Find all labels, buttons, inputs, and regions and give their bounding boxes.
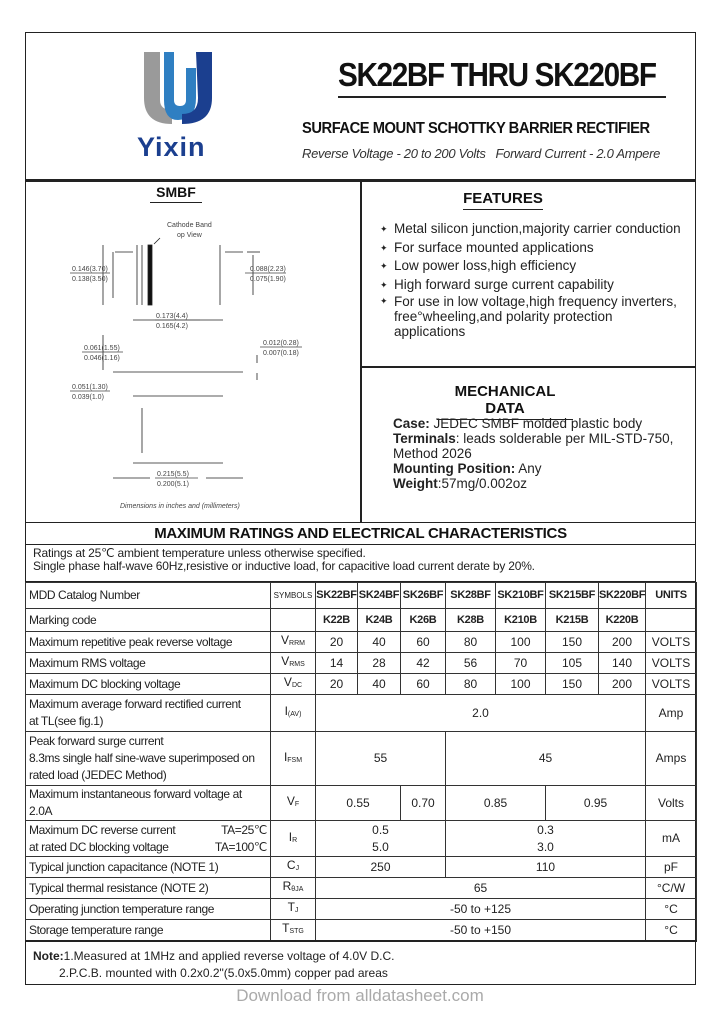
value-cell: SK22BF bbox=[316, 583, 358, 609]
symbol-cell: $I_R$ bbox=[271, 821, 316, 857]
page-title: SK22BF THRU SK220BF bbox=[338, 56, 656, 93]
subtitle: SURFACE MOUNT SCHOTTKY BARRIER RECTIFIER bbox=[302, 120, 650, 137]
value-cell: 20 bbox=[316, 674, 358, 695]
table-row bbox=[26, 821, 697, 857]
value-cell: 55 bbox=[316, 732, 446, 786]
symbol-cell bbox=[271, 609, 316, 632]
symbol-cell: $I_{FSM}$ bbox=[271, 732, 316, 786]
param-label: Maximum DC blocking voltage bbox=[26, 674, 271, 695]
value-cell: SK26BF bbox=[401, 583, 446, 609]
param-label: Maximum RMS voltage bbox=[26, 653, 271, 674]
dim-label: 0.007(0.18) bbox=[263, 350, 299, 357]
feature-item: ✦ For use in low voltage,high frequency inverters, free°wheeling,and polarity protection applications bbox=[380, 294, 680, 339]
dim-label: 0.061(1.55) bbox=[84, 345, 120, 352]
param-label: Marking code bbox=[26, 609, 271, 632]
dim-label: 0.075(1.90) bbox=[250, 276, 286, 283]
table-row bbox=[26, 695, 697, 732]
param-label: Operating junction temperature range bbox=[26, 899, 271, 920]
unit-cell: Amps bbox=[646, 732, 697, 786]
table-row bbox=[26, 653, 697, 674]
value-cell: 100 bbox=[496, 674, 546, 695]
value-cell: 80 bbox=[446, 632, 496, 653]
table-row bbox=[26, 674, 697, 695]
value-cell: 140 bbox=[599, 653, 646, 674]
symbol-cell: $V_{DC}$ bbox=[271, 674, 316, 695]
value-cell: 105 bbox=[546, 653, 599, 674]
value-cell: 42 bbox=[401, 653, 446, 674]
value-cell: SK210BF bbox=[496, 583, 546, 609]
param-label: Maximum DC reverse current TA=25℃ at rated DC blocking voltage TA=100℃ bbox=[26, 821, 271, 857]
param-label: Storage temperature range bbox=[26, 920, 271, 942]
download-watermark: Download from alldatasheet.com bbox=[236, 986, 484, 1005]
value-cell: SK28BF bbox=[446, 583, 496, 609]
value-cell: 60 bbox=[401, 632, 446, 653]
ratings-summary bbox=[302, 146, 670, 161]
dim-label: 0.165(4.2) bbox=[156, 323, 188, 330]
dim-label: 0.012(0.28) bbox=[263, 340, 299, 347]
symbol-cell: SYMBOLS bbox=[271, 583, 316, 609]
value-cell: -50 to +125 bbox=[316, 899, 646, 920]
mech-case: Case: JEDEC SMBF molded plastic body bbox=[393, 416, 643, 431]
value-cell: 20 bbox=[316, 632, 358, 653]
cathode-band-label: Cathode Band bbox=[167, 222, 212, 229]
unit-cell bbox=[646, 609, 697, 632]
value-cell: 56 bbox=[446, 653, 496, 674]
value-cell: 110 bbox=[446, 857, 646, 878]
symbol-cell: $V_F$ bbox=[271, 786, 316, 821]
table-row bbox=[26, 878, 697, 899]
note-2: 2.P.C.B. mounted with 0.2x0.2"(5.0x5.0mm) copper pad areas bbox=[59, 966, 388, 980]
unit-cell: VOLTS bbox=[646, 632, 697, 653]
unit-cell: pF bbox=[646, 857, 697, 878]
divider bbox=[360, 366, 696, 368]
value-cell: K210B bbox=[496, 609, 546, 632]
symbol-cell: $T_{STG}$ bbox=[271, 920, 316, 942]
symbol-cell: $V_{RRM}$ bbox=[271, 632, 316, 653]
ratings-conditions bbox=[25, 546, 696, 582]
symbol-cell: $C_J$ bbox=[271, 857, 316, 878]
mech-weight: Weight:57mg/0.002oz bbox=[393, 476, 528, 491]
dim-label: 0.200(5.1) bbox=[157, 481, 189, 488]
logo-text: Yixin bbox=[137, 132, 206, 162]
mech-terminals: Terminals: leads solderable per MIL-STD-750, Method 2026 bbox=[393, 431, 674, 461]
package-drawing bbox=[60, 210, 320, 510]
dim-label: 0.088(2.23) bbox=[250, 266, 286, 273]
value-cell: K22B bbox=[316, 609, 358, 632]
notes bbox=[25, 942, 696, 982]
dim-label: 0.039(1.0) bbox=[72, 394, 104, 401]
feature-item: ✦ Low power loss,high efficiency bbox=[380, 257, 690, 276]
value-cell: 80 bbox=[446, 674, 496, 695]
dim-label: 0.146(3.70) bbox=[72, 266, 108, 273]
value-cell: 250 bbox=[316, 857, 446, 878]
dim-label: 0.215(5.5) bbox=[157, 471, 189, 478]
features-list bbox=[380, 220, 690, 339]
value-cell: K215B bbox=[546, 609, 599, 632]
value-cell: 2.0 bbox=[316, 695, 646, 732]
title-underline bbox=[338, 96, 666, 98]
value-cell: 40 bbox=[358, 632, 401, 653]
table-row bbox=[26, 609, 697, 632]
mechanical-title: MECHANICAL DATA bbox=[437, 383, 573, 420]
value-cell: K24B bbox=[358, 609, 401, 632]
dimensions-caption: Dimensions in inches and (millimeters) bbox=[120, 503, 240, 510]
dim-label: 0.046(1.16) bbox=[84, 355, 120, 362]
value-cell: 45 bbox=[446, 732, 646, 786]
value-cell: 100 bbox=[496, 632, 546, 653]
value-cell: 40 bbox=[358, 674, 401, 695]
value-cell: 0.55 bbox=[316, 786, 401, 821]
value-cell: 150 bbox=[546, 674, 599, 695]
mech-mounting: Mounting Position: Any bbox=[393, 461, 542, 476]
param-label: Typical thermal resistance (NOTE 2) bbox=[26, 878, 271, 899]
value-cell: 70 bbox=[496, 653, 546, 674]
unit-cell: VOLTS bbox=[646, 674, 697, 695]
ratings-table bbox=[25, 582, 697, 942]
ratings-note: Single phase half-wave 60Hz,resistive or inductive load, for capacitive load current derate by 20%. bbox=[33, 559, 535, 573]
value-cell: 14 bbox=[316, 653, 358, 674]
symbol-cell: $T_J$ bbox=[271, 899, 316, 920]
value-cell: 200 bbox=[599, 674, 646, 695]
value-cell: 0.70 bbox=[401, 786, 446, 821]
param-label: Maximum instantaneous forward voltage at 2.0A bbox=[26, 786, 271, 821]
table-row bbox=[26, 632, 697, 653]
feature-item: ✦ For surface mounted applications bbox=[380, 239, 690, 258]
value-cell: 0.95 bbox=[546, 786, 646, 821]
dim-label: 0.173(4.4) bbox=[156, 313, 188, 320]
mechanical-data bbox=[393, 416, 683, 491]
value-cell: 0.5 5.0 bbox=[316, 821, 446, 857]
value-cell: SK24BF bbox=[358, 583, 401, 609]
unit-cell: °C bbox=[646, 899, 697, 920]
value-cell: 60 bbox=[401, 674, 446, 695]
value-cell: SK215BF bbox=[546, 583, 599, 609]
table-row bbox=[26, 583, 697, 609]
notes-label: Note: bbox=[33, 949, 64, 963]
ratings-title: MAXIMUM RATINGS AND ELECTRICAL CHARACTERISTICS bbox=[25, 522, 696, 545]
table-row bbox=[26, 899, 697, 920]
note-1: 1.Measured at 1MHz and applied reverse voltage of 4.0V D.C. bbox=[63, 949, 395, 963]
value-cell: 200 bbox=[599, 632, 646, 653]
value-cell: K28B bbox=[446, 609, 496, 632]
value-cell: SK220BF bbox=[599, 583, 646, 609]
top-view-label: op View bbox=[177, 232, 202, 239]
reverse-voltage: Reverse Voltage - 20 to 200 Volts bbox=[302, 146, 486, 161]
symbol-cell: $V_{RMS}$ bbox=[271, 653, 316, 674]
symbol-cell: $R_{\theta JA}$ bbox=[271, 878, 316, 899]
unit-cell: °C/W bbox=[646, 878, 697, 899]
value-cell: 0.3 3.0 bbox=[446, 821, 646, 857]
divider bbox=[360, 180, 362, 522]
table-row bbox=[26, 857, 697, 878]
value-cell: -50 to +150 bbox=[316, 920, 646, 942]
ratings-section bbox=[25, 546, 696, 982]
yixin-logo-icon bbox=[140, 48, 216, 128]
symbol-cell: $I_{(AV)}$ bbox=[271, 695, 316, 732]
table-row bbox=[26, 732, 697, 786]
param-label: Typical junction capacitance (NOTE 1) bbox=[26, 857, 271, 878]
unit-cell: °C bbox=[646, 920, 697, 942]
value-cell: 65 bbox=[316, 878, 646, 899]
unit-cell: mA bbox=[646, 821, 697, 857]
param-label: Maximum average forward rectified current at TL(see fig.1) bbox=[26, 695, 271, 732]
ratings-note: Ratings at 25℃ ambient temperature unless otherwise specified. bbox=[33, 546, 366, 560]
value-cell: 28 bbox=[358, 653, 401, 674]
feature-item: ✦ Metal silicon junction,majority carrier conduction bbox=[380, 220, 690, 239]
table-row bbox=[26, 920, 697, 942]
value-cell: 0.85 bbox=[446, 786, 546, 821]
unit-cell: UNITS bbox=[646, 583, 697, 609]
value-cell: K220B bbox=[599, 609, 646, 632]
unit-cell: Volts bbox=[646, 786, 697, 821]
value-cell: 150 bbox=[546, 632, 599, 653]
table-row bbox=[26, 786, 697, 821]
forward-current: Forward Current - 2.0 Ampere bbox=[495, 146, 661, 161]
dim-label: 0.051(1.30) bbox=[72, 384, 108, 391]
features-title: FEATURES bbox=[463, 190, 543, 210]
unit-cell: VOLTS bbox=[646, 653, 697, 674]
package-title: SMBF bbox=[150, 184, 202, 203]
dim-label: 0.138(3.50) bbox=[72, 276, 108, 283]
feature-item: ✦ High forward surge current capability bbox=[380, 276, 690, 295]
unit-cell: Amp bbox=[646, 695, 697, 732]
param-label: Peak forward surge current 8.3ms single half sine-wave superimposed on rated load (JEDEC Method) bbox=[26, 732, 271, 786]
param-label: MDD Catalog Number bbox=[26, 583, 271, 609]
value-cell: K26B bbox=[401, 609, 446, 632]
param-label: Maximum repetitive peak reverse voltage bbox=[26, 632, 271, 653]
